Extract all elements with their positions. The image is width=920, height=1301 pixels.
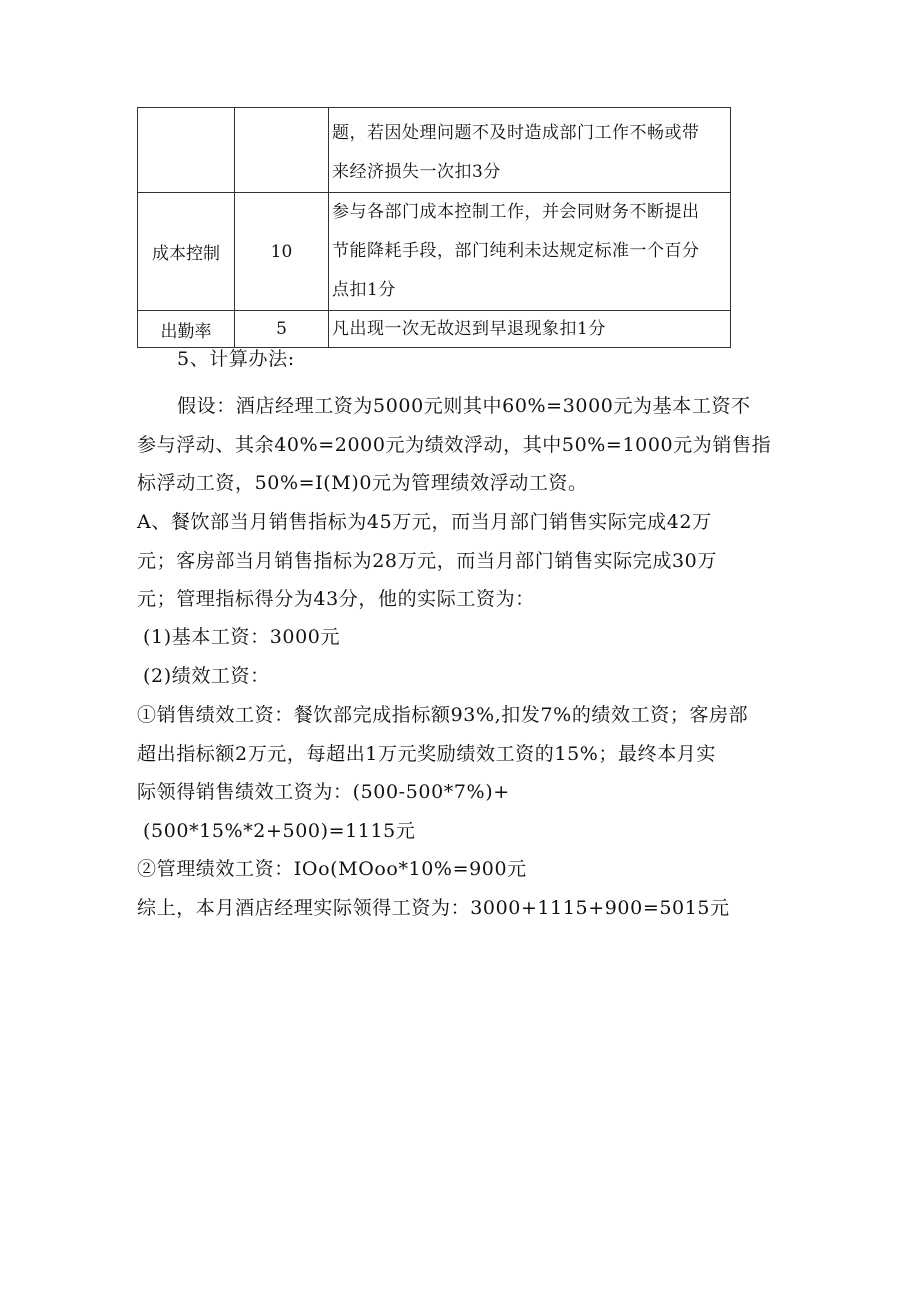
case-line: 元；客房部当月销售指标为28万元，而当月部门销售实际完成30万 (137, 550, 717, 572)
perf-salary-line: (2)绩效工资： (143, 665, 270, 687)
desc-line: 点扣1分 (332, 280, 396, 300)
desc-line: 参与各部门成本控制工作，并会同财务不断提出 (332, 202, 700, 222)
assumption-line: 假设：酒店经理工资为5000元则其中60%=3000元为基本工资不 (177, 395, 751, 417)
summary-line: 综上，本月酒店经理实际领得工资为：3000+1115+900=5015元 (137, 897, 730, 919)
desc-line: 题，若因处理问题不及时造成部门工作不畅或带 (332, 123, 700, 143)
assessment-table (137, 107, 731, 348)
item-desc-cell (329, 193, 731, 311)
item-desc-cell (329, 108, 731, 193)
item-score-cell: 10 (235, 193, 329, 311)
assumption-line: 标浮动工资，50%=I(M)0元为管理绩效浮动工资。 (137, 472, 588, 494)
desc-line: 节能降耗手段，部门纯利未达规定标准一个百分 (332, 241, 700, 261)
item-name-cell: 出勤率 (138, 311, 235, 348)
item-name-cell: 成本控制 (138, 193, 235, 311)
base-salary-line: (1)基本工资：3000元 (143, 626, 341, 648)
case-line: 元；管理指标得分为43分，他的实际工资为： (137, 588, 535, 610)
sales-perf-line: ①销售绩效工资：餐饮部完成指标额93%,扣发7%的绩效工资；客房部 (137, 704, 749, 726)
table-row (138, 311, 731, 348)
sales-perf-result: (500*15%*2+500)=1115元 (143, 820, 416, 842)
desc-line: 凡出现一次无故迟到早退现象扣1分 (332, 319, 606, 339)
sales-perf-line: 际领得销售绩效工资为：(500-500*7%)+ (137, 781, 510, 803)
mgmt-perf-line: ②管理绩效工资：IOo(MOoo*10%=900元 (137, 858, 527, 880)
item-name-cell (138, 108, 235, 193)
case-line: A、餐饮部当月销售指标为45万元，而当月部门销售实际完成42万 (137, 511, 712, 533)
table-row (138, 193, 731, 311)
item-desc-cell (329, 311, 731, 348)
desc-line: 来经济损失一次扣3分 (332, 162, 501, 182)
assumption-line: 参与浮动、其余40%=2000元为绩效浮动，其中50%=1000元为销售指 (137, 434, 772, 456)
sales-perf-line: 超出指标额2万元，每超出1万元奖励绩效工资的15%；最终本月实 (137, 743, 717, 765)
item-score-cell: 5 (235, 311, 329, 348)
section-title: 5、计算办法: (177, 348, 295, 370)
table-row (138, 108, 731, 193)
item-score-cell (235, 108, 329, 193)
